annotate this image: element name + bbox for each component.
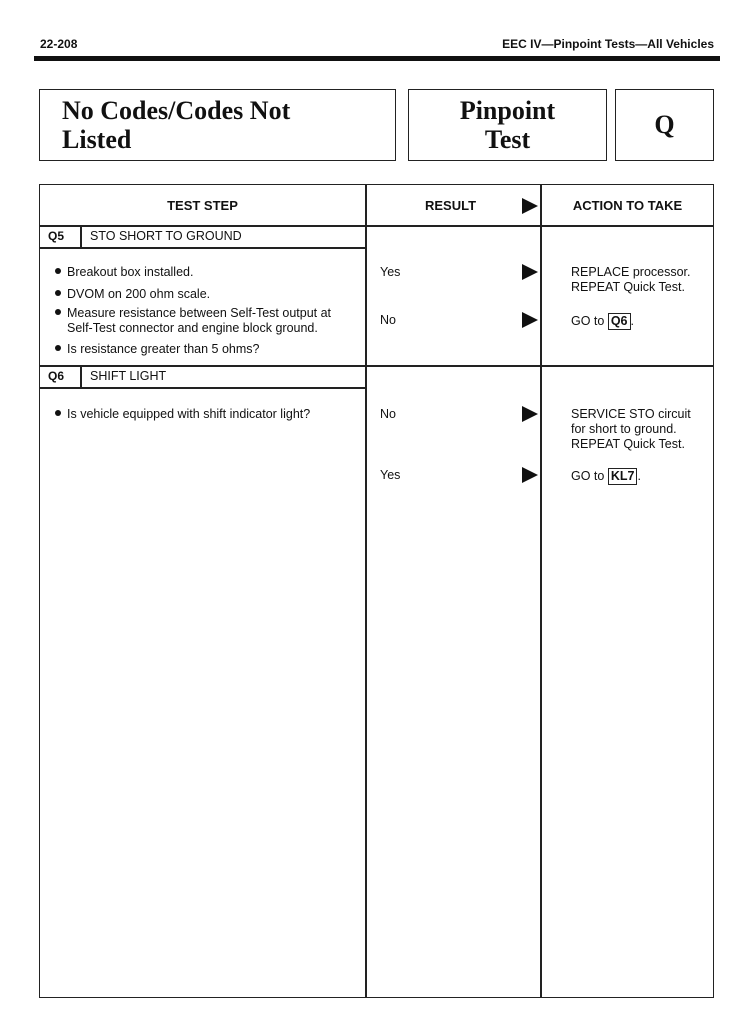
pinpoint-line1: Pinpoint xyxy=(459,96,556,125)
pinpoint-test-box xyxy=(408,89,607,161)
header-row-divider xyxy=(39,225,714,227)
pinpoint-test-label xyxy=(409,96,606,154)
step-q6-action-yes: GO to KL7 . xyxy=(571,469,641,483)
step-q5-bullet-1: Breakout box installed. xyxy=(55,265,193,280)
bullet-icon xyxy=(55,290,61,296)
page-number: 22-208 xyxy=(40,37,78,51)
step-q5-bullet-3: Measure resistance between Self-Test output at xyxy=(55,306,331,321)
column-divider-2 xyxy=(540,184,542,998)
header-rule xyxy=(34,56,720,61)
step-q5-title: STO SHORT TO GROUND xyxy=(90,229,242,243)
arrow-icon xyxy=(522,264,538,280)
col-header-test-step: TEST STEP xyxy=(167,198,238,213)
arrow-icon xyxy=(522,406,538,422)
step-q6-result-yes: Yes xyxy=(380,468,401,482)
bullet-icon xyxy=(55,309,61,315)
step-q5-bullet-2: DVOM on 200 ohm scale. xyxy=(55,287,210,302)
column-divider-1 xyxy=(365,184,367,998)
goto-q6-link[interactable]: Q6 xyxy=(608,313,631,330)
step-q5-id: Q5 xyxy=(48,229,65,243)
step-q6-id: Q6 xyxy=(48,369,65,383)
step-q5-id-divider xyxy=(80,226,82,247)
step-q5-label-underline xyxy=(39,247,365,249)
arrow-icon xyxy=(522,312,538,328)
bullet-icon xyxy=(55,345,61,351)
step-q5-action-no: GO to Q6 . xyxy=(571,314,634,328)
bullet-icon xyxy=(55,410,61,416)
step-q6-title: SHIFT LIGHT xyxy=(90,369,167,383)
step-q5-bullet-4: Is resistance greater than 5 ohms? xyxy=(55,342,259,357)
main-title-box xyxy=(39,89,396,161)
step-q5-bullet-3-cont: Self-Test connector and engine block ground. xyxy=(67,321,318,335)
step-q6-action-no: SERVICE STO circuit for short to ground. REPEAT Quick Test. xyxy=(571,407,691,451)
arrow-icon xyxy=(522,467,538,483)
main-title-line1: No Codes/Codes Not xyxy=(62,96,291,125)
step-q6-bullet-1: Is vehicle equipped with shift indicator light? xyxy=(55,407,310,422)
test-letter: Q xyxy=(654,110,675,139)
step-q6-id-divider xyxy=(80,366,82,387)
bullet-icon xyxy=(55,268,61,274)
step-q5-result-no: No xyxy=(380,313,396,327)
col-header-result: RESULT xyxy=(425,198,477,213)
goto-kl7-link[interactable]: KL7 xyxy=(608,468,638,485)
step-divider xyxy=(39,365,714,367)
arrow-icon xyxy=(522,198,538,214)
main-title-line2: Listed xyxy=(62,125,132,154)
step-q5-action-yes: REPLACE processor. REPEAT Quick Test. xyxy=(571,265,691,294)
col-header-action: ACTION TO TAKE xyxy=(572,198,683,213)
test-letter-box xyxy=(615,89,714,161)
step-q6-result-no: No xyxy=(380,407,396,421)
step-q6-label-underline xyxy=(39,387,365,389)
pinpoint-line2: Test xyxy=(484,125,531,154)
step-q5-result-yes: Yes xyxy=(380,265,401,279)
main-title xyxy=(62,96,290,154)
running-title: EEC IV—Pinpoint Tests—All Vehicles xyxy=(502,37,714,51)
